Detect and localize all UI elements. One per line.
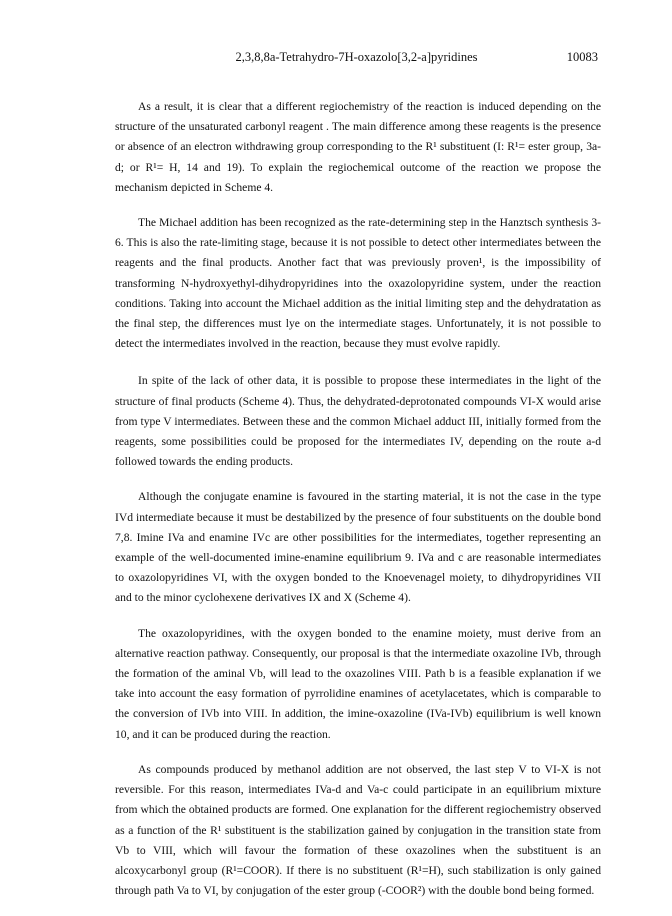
paragraph: As a result, it is clear that a different regiochemistry of the reaction is induced depending on the structure of the unsaturated carbonyl reagent . The main difference among these reagents is the presence or absence of an electron withdrawing group corresponding to the R¹ substituent (I: R¹= ester group, 3a-d; or R¹= H, 14 and 19). To explain the regiochemical outcome of the reaction we propose the mechanism depicted in Scheme 4. bbox=[115, 100, 601, 194]
running-title: 2,3,8,8a-Tetrahydro-7H-oxazolo[3,2-a]pyridines bbox=[235, 50, 478, 64]
page-number: 10083 bbox=[566, 50, 598, 64]
paragraph: The oxazolopyridines, with the oxygen bonded to the enamine moiety, must derive from an alternative reaction pathway. Consequently, our proposal is that the intermediate oxazoline IVb, through the formation of the aminal Vb, will lead to the oxazolines VIII. Path b is a feasible explanation if we take into account the easy formation of pyrrolidine enamines of acetylacetates, which is comparable to the conversion of IVb into VIII. In addition, the imine-oxazoline (IVa-IVb) equilibrium is well known 10, and it can be produced during the reaction. bbox=[115, 626, 601, 741]
running-header bbox=[115, 50, 598, 66]
paragraph: The Michael addition has been recognized as the rate-determining step in the Hanztsch synthesis 3-6. This is also the rate-limiting stage, because it is not possible to detect other intermediates between the reagents and the final products. Another fact that was previously proven¹, is the impossibility of transforming N-hydroxyethyl-dihydropyridines into the oxazolopyridine system, under the reaction conditions. Taking into account the Michael addition as the initial limiting step and the dehydratation as the final step, the differences must lye on the intermediate stages. Unfortunately, it is not possible to detect the intermediates involved in the reaction, because they must evolve rapidly. bbox=[115, 216, 601, 351]
paragraph: In spite of the lack of other data, it is possible to propose these intermediates in the light of the structure of final products (Scheme 4). Thus, the dehydrated-deprotonated compounds VI-X would arise from type V intermediates. Between these and the common Michael adduct III, initially formed from the reagents, some possibilities could be proposed for the intermediates IV, depending on the route a-d followed towards the ending products. bbox=[115, 374, 601, 469]
paragraph: As compounds produced by methanol addition are not observed, the last step V to VI-X is not reversible. For this reason, intermediates IVa-d and Va-c could participate in an equilibrium mixture from which the obtained products are formed. One explanation for the different regiochemistry observed as a function of the R¹ substituent is the stabilization gained by conjugation in the transition state from Vb to VIII, which will favour the formation of these oxazolines when the substituent is an alcoxycarbonyl group (R¹=COOR). If there is no substituent (R¹=H), such stabilization is only gained through path Va to VI, by conjugation of the ester group (-COOR²) with the double bond being formed. bbox=[115, 762, 601, 898]
body-text bbox=[115, 97, 601, 916]
paragraph: Although the conjugate enamine is favoured in the starting material, it is not the case in the type IVd intermediate because it must be destabilized by the presence of four substituents on the double bond 7,8. Imine IVa and enamine IVc are other possibilities for the intermediates, together representing an example of the well-documented imine-enamine equilibrium 9. IVa and c are reasonable intermediates to oxazolopyridines VI, with the oxygen bonded to the Knoevenagel moiety, to dihydropyridines VII and to the minor cyclohexene derivatives IX and X (Scheme 4). bbox=[115, 490, 601, 605]
